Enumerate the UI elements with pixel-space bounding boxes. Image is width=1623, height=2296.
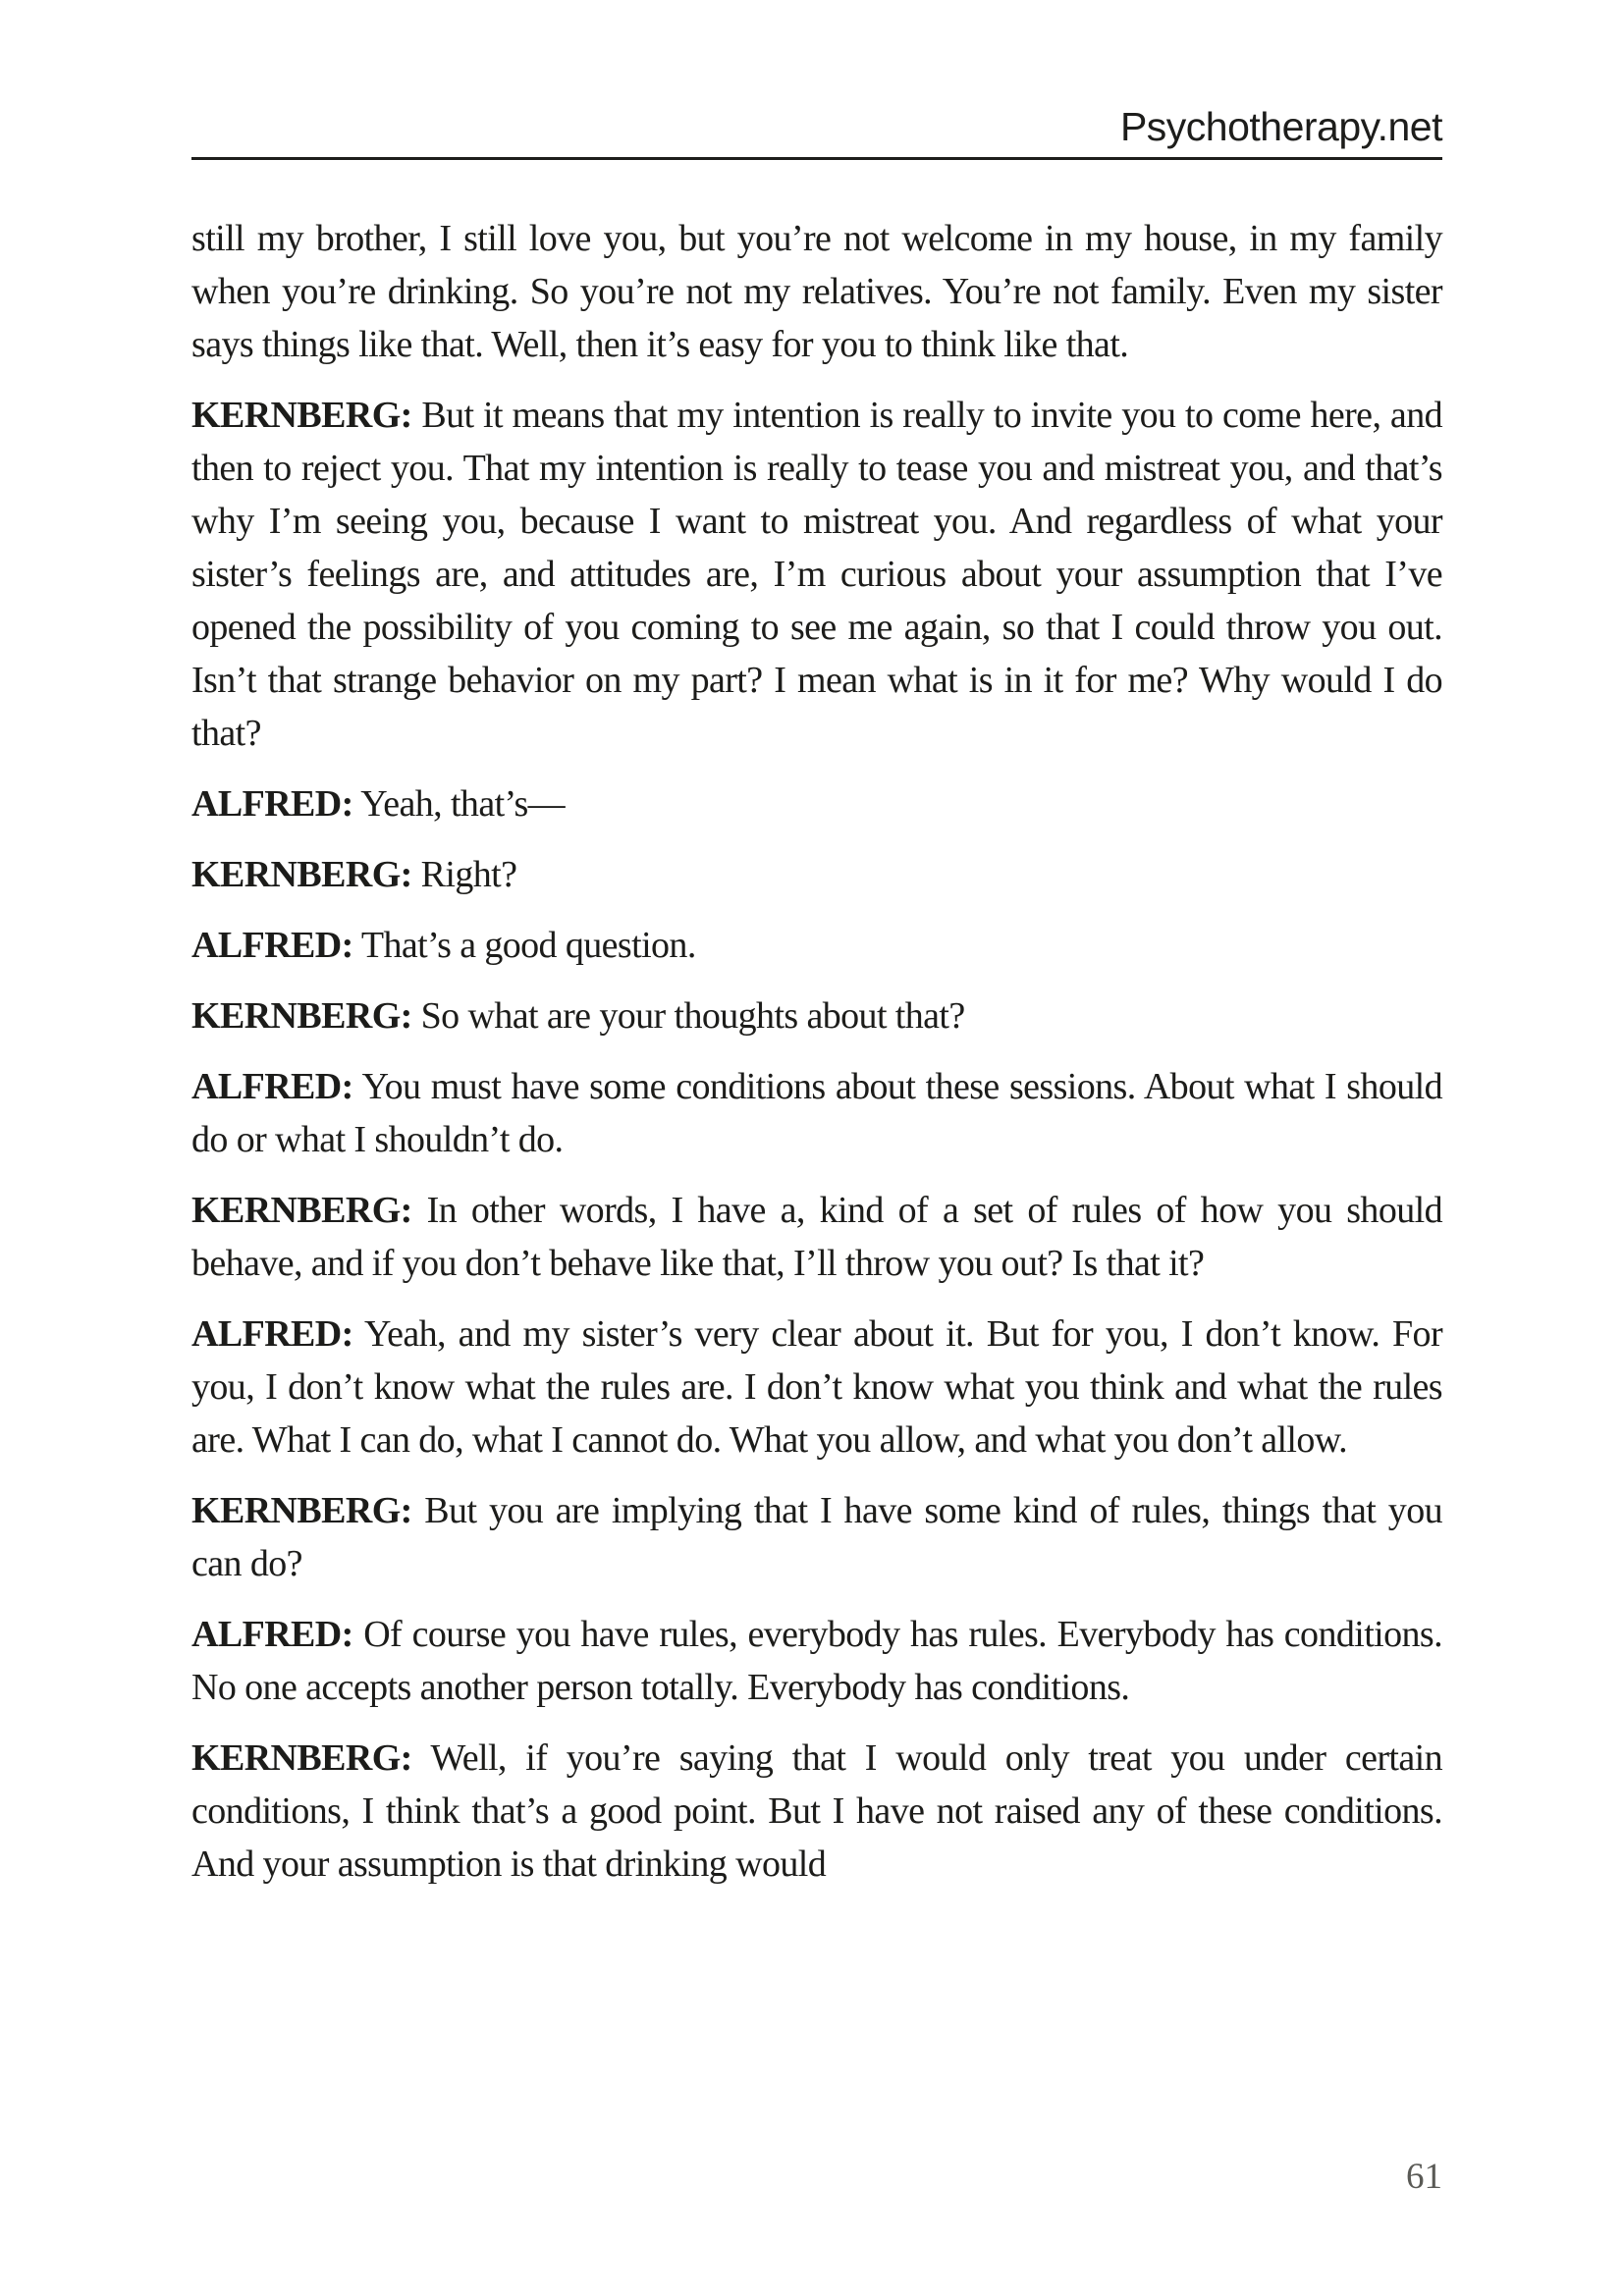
speech-text: But it means that my intention is really to invite you to come here, and then to reject you. That my intention is really to tease you and mistreat you, and that’s why I’m seeing you, because I want to mistreat you. And regardless of what your sister’s feelings are, and attitudes are, I’m curious about your assumption that I’ve opened the possibility of you coming to see me again, so that I could throw you out. Isn’t that strange behavior on my part? I mean what is in it for me? Why would I do that? xyxy=(191,395,1443,754)
speaker-label: ALFRED: xyxy=(191,925,353,966)
speaker-label: ALFRED: xyxy=(191,1614,353,1655)
running-header: Psychotherapy.net xyxy=(1119,104,1442,149)
speaker-label: KERNBERG: xyxy=(191,395,412,436)
speaker-label: ALFRED: xyxy=(191,1313,353,1355)
speech-text: Right? xyxy=(420,854,517,895)
speech-text: You must have some conditions about these sessions. About what I should do or what I shouldn’t do. xyxy=(191,1066,1442,1160)
speaker-label: ALFRED: xyxy=(191,1066,353,1107)
speaker-label: KERNBERG: xyxy=(191,1190,412,1231)
speech-text: That’s a good question. xyxy=(360,925,696,966)
speech-text: Of course you have rules, everybody has rules. Everybody has conditions. No one accepts another person totally. Everybody has conditions. xyxy=(191,1614,1443,1708)
transcript-paragraph xyxy=(191,1184,1442,1290)
transcript-paragraph xyxy=(191,777,1442,830)
transcript-paragraph xyxy=(191,1484,1442,1590)
transcript-paragraph xyxy=(191,989,1442,1042)
speaker-label: KERNBERG: xyxy=(191,1490,412,1531)
speaker-label: KERNBERG: xyxy=(191,1737,412,1779)
page-number: 61 xyxy=(1406,2157,1442,2197)
transcript-paragraph xyxy=(191,1732,1442,1891)
speech-text: In other words, I have a, kind of a set of rules of how you should behave, and if you don’t behave like that, I’ll throw you out? Is that it? xyxy=(191,1190,1442,1284)
speech-text: still my brother, I still love you, but you’re not welcome in my house, in my family when you’re drinking. So you’re not my relatives. You’re not family. Even my sister says things like that. Well, then it’s easy for you to think like that. xyxy=(191,218,1442,365)
speech-text: Yeah, and my sister’s very clear about it. But for you, I don’t know. For you, I don’t know what the rules are. I don’t know what you think and what the rules are. What I can do, what I cannot do. What you allow, and what you don’t allow. xyxy=(191,1313,1442,1461)
transcript-paragraph xyxy=(191,848,1442,901)
transcript-paragraph xyxy=(191,1608,1442,1714)
speaker-label: ALFRED: xyxy=(191,783,353,825)
transcript-paragraph xyxy=(191,389,1442,760)
speech-text: So what are your thoughts about that? xyxy=(420,995,965,1037)
transcript-paragraph xyxy=(191,919,1442,972)
speaker-label: KERNBERG: xyxy=(191,854,412,895)
transcript-body xyxy=(191,212,1442,1891)
speech-text: But you are implying that I have some kind of rules, things that you can do? xyxy=(191,1490,1443,1584)
speech-text: Yeah, that’s— xyxy=(360,783,566,825)
header-rule xyxy=(191,157,1442,160)
speech-text: Well, if you’re saying that I would only treat you under certain conditions, I think that’s a good point. But I have not raised any of these conditions. And your assumption is that drinking would xyxy=(191,1737,1443,1885)
transcript-paragraph xyxy=(191,1060,1442,1166)
continuation-paragraph xyxy=(191,212,1442,371)
speaker-label: KERNBERG: xyxy=(191,995,412,1037)
transcript-paragraph xyxy=(191,1308,1442,1467)
